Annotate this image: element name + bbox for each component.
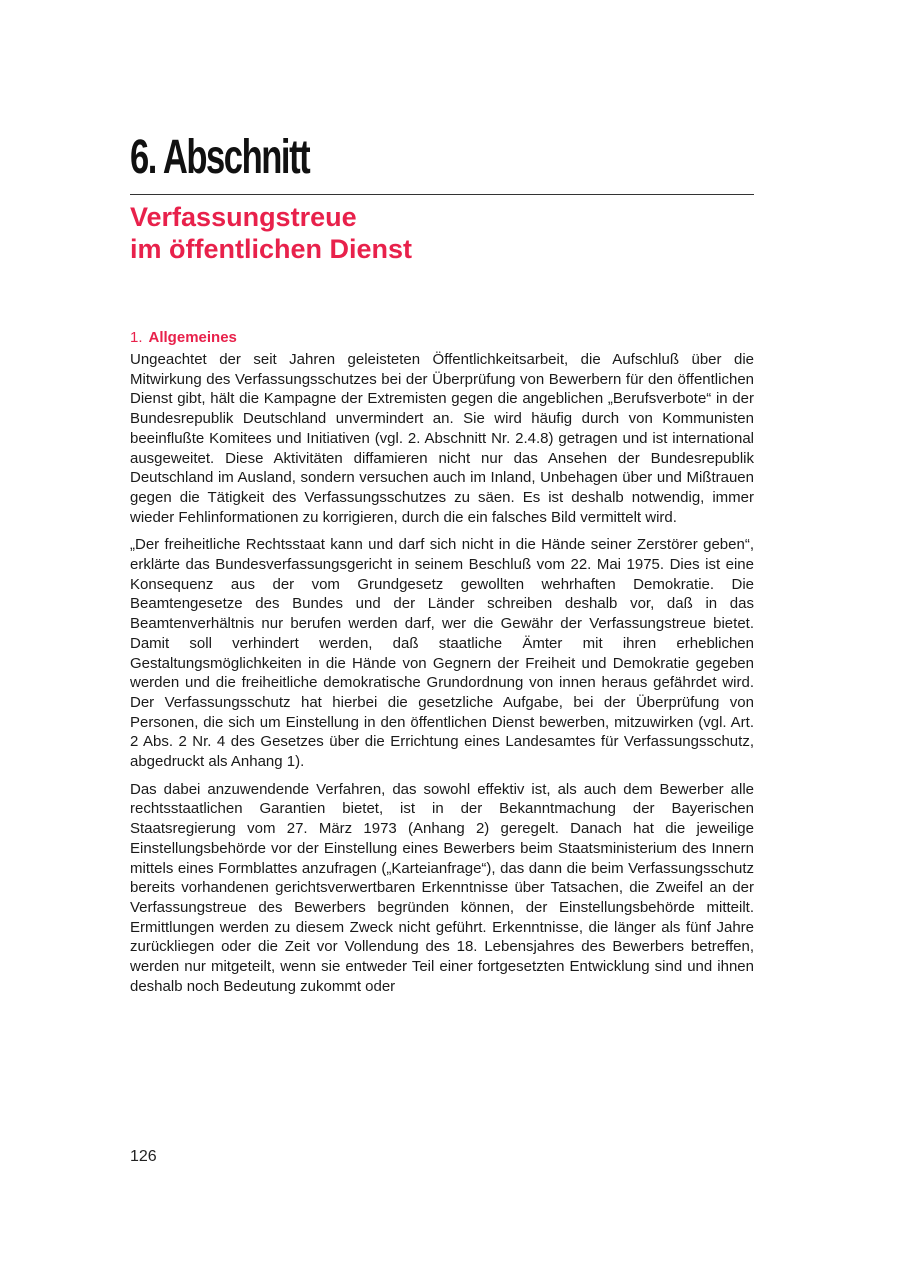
page-number: 126 (130, 1148, 157, 1165)
chapter-title-line-1: Verfassungstreue (130, 202, 357, 232)
chapter-title-line-2: im öffentlichen Dienst (130, 234, 413, 264)
paragraph-1: Ungeachtet der seit Jahren geleisteten Öffentlichkeitsarbeit, die Aufschluß über die Mitwirkung des Verfassungsschutzes bei der Überprüfung von Bewerbern für den öffentlichen Dienst gibt, hält die Kampagne der Extremisten gegen die angeblichen „Berufsverbote“ in der Bundesrepublik Deutschland unvermindert an. Sie wird häufig durch von Kommunisten beeinflußte Komitees und Initiativen (vgl. 2. Abschnitt Nr. 2.4.8) getragen und ist international ausgeweitet. Diese Aktivitäten diffamieren nicht nur das Ansehen der Bundesrepublik Deutschland im Ausland, sondern versuchen auch im Inland, Unbehagen über und Mißtrauen gegen die Tätigkeit des Verfassungsschutzes zu säen. Es ist deshalb notwendig, immer wieder Fehlinformationen zu korrigieren, durch die ein falsches Bild vermittelt wird. (130, 351, 754, 526)
heading-rule (130, 194, 754, 195)
section-title: Allgemeines (148, 329, 237, 346)
paragraph-2: „Der freiheitliche Rechtsstaat kann und darf sich nicht in die Hände seiner Zerstörer geben“, erklärte das Bundesverfassungsgericht in seinem Beschluß vom 22. Mai 1975. Dies ist eine Konsequenz aus der vom Grundgesetz gewollten wehrhaften Demokratie. Die Beamtengesetze des Bundes und der Länder schreiben deshalb vor, daß in das Beamtenverhältnis nur berufen werden darf, wer die Gewähr der Verfassungstreue bietet. Damit soll verhindert werden, daß staatliche Ämter mit ihren erheblichen Gestaltungsmöglichkeiten in die Hände von Gegnern der Freiheit und Demokratie gegeben werden und die freiheitliche demokratische Grundordnung von innen heraus gefährdet wird. Der Verfassungsschutz hat hierbei die gesetzliche Aufgabe, bei der Überprüfung von Personen, die sich um Einstellung in den öffentlichen Dienst bewerben, mitzuwirken (vgl. Art. 2 Abs. 2 Nr. 4 des Gesetzes über die Errichtung eines Landesamtes für Verfassungsschutz, abgedruckt als Anhang 1). (130, 536, 754, 771)
section-allgemeines (130, 327, 754, 997)
section-number: 1. (130, 329, 143, 346)
page-content (130, 130, 754, 1005)
chapter-title (130, 201, 754, 265)
paragraph-3: Das dabei anzuwendende Verfahren, das sowohl effektiv ist, als auch dem Bewerber alle rechtsstaatlichen Garantien bietet, ist in der Bekanntmachung der Bayerischen Staatsregierung vom 27. März 1973 (Anhang 2) geregelt. Danach hat die jeweilige Einstellungsbehörde vor der Einstellung eines Bewerbers beim Staatsministerium des Innern mittels eines Formblattes anzufragen („Karteianfrage“), das dann die beim Verfassungsschutz bereits vorhandenen gerichtsverwertbaren Erkenntnisse über Tatsachen, die Zweifel an der Verfassungstreue des Bewerbers begründen können, der Einstellungsbehörde mitteilt. Ermittlungen werden zu diesem Zweck nicht geführt. Erkenntnisse, die länger als fünf Jahre zurückliegen oder die Zeit vor Vollendung des 18. Lebensjahres des Bewerbers betreffen, werden nur mitgeteilt, wenn sie entweder Teil einer fortgesetzten Entwicklung sind und ihnen deshalb noch Bedeutung zukommt oder (130, 780, 754, 995)
section-heading (130, 327, 754, 349)
chapter-heading: 6. Abschnitt (130, 131, 310, 184)
